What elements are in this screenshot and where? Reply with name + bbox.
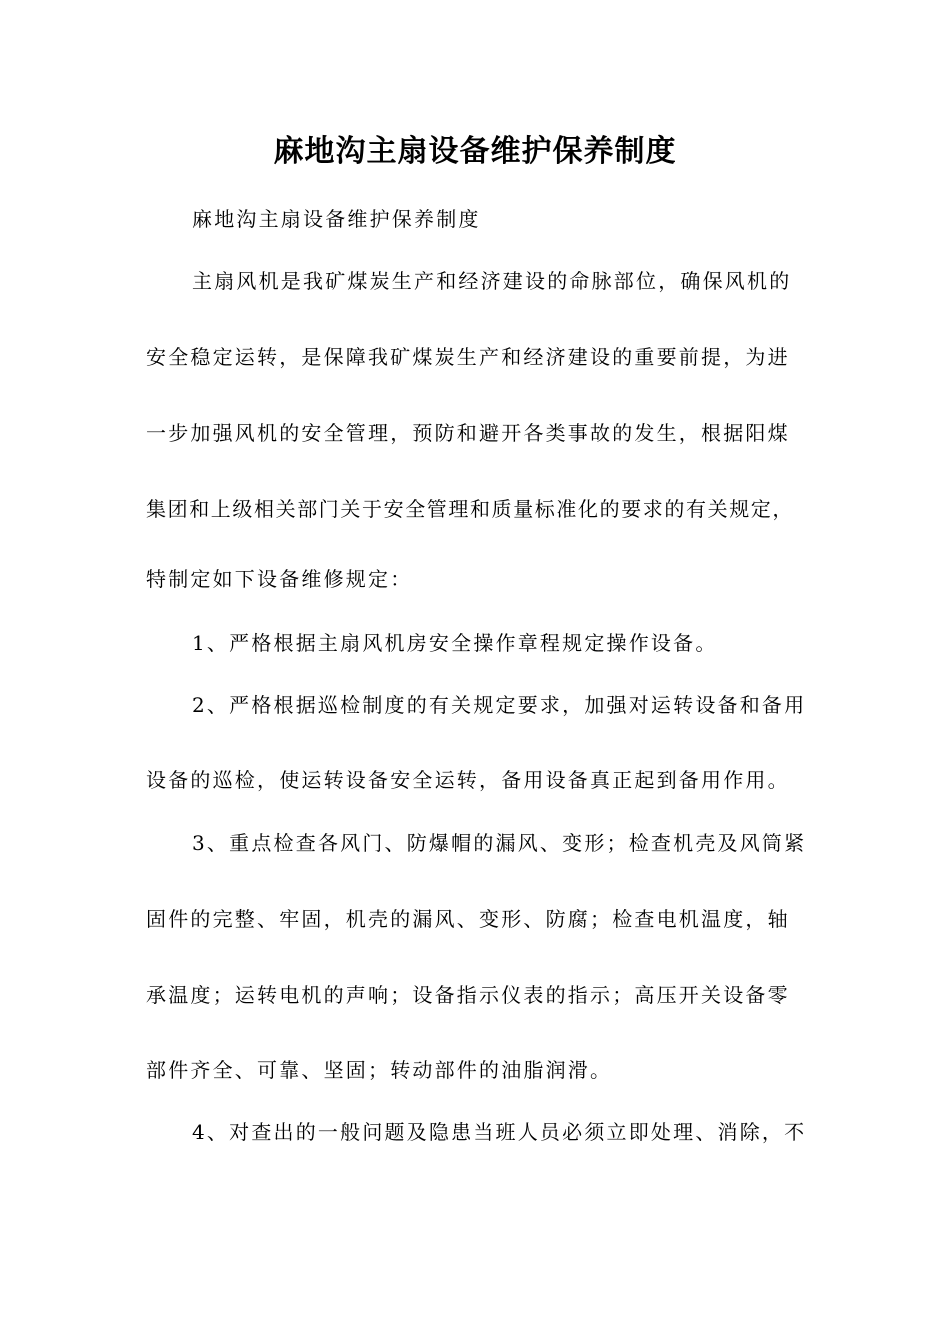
body-line: 特制定如下设备维修规定： — [146, 567, 413, 591]
list-item-2-cont: 设备的巡检，使运转设备安全运转，备用设备真正起到备用作用。 — [146, 768, 790, 792]
list-item-3: 3、重点检查各风门、防爆帽的漏风、变形；检查机壳及风筒紧 — [192, 831, 807, 855]
list-item-4: 4、对查出的一般问题及隐患当班人员必须立即处理、消除，不 — [192, 1120, 807, 1144]
body-line: 集团和上级相关部门关于安全管理和质量标准化的要求的有关规定， — [146, 497, 794, 521]
body-line: 主扇风机是我矿煤炭生产和经济建设的命脉部位，确保风机的 — [192, 269, 792, 293]
document-title: 麻地沟主扇设备维护保养制度 — [273, 134, 677, 169]
body-line: 一步加强风机的安全管理，预防和避开各类事故的发生，根据阳煤 — [146, 421, 790, 445]
subtitle-line: 麻地沟主扇设备维护保养制度 — [192, 207, 481, 231]
body-line: 安全稳定运转，是保障我矿煤炭生产和经济建设的重要前提，为进 — [146, 345, 790, 369]
list-item-2: 2、严格根据巡检制度的有关规定要求，加强对运转设备和备用 — [192, 693, 807, 717]
list-item-3-cont: 部件齐全、可靠、坚固；转动部件的油脂润滑。 — [146, 1058, 613, 1082]
list-item-3-cont: 固件的完整、牢固，机壳的漏风、变形、防腐；检查电机温度，轴 — [146, 907, 790, 931]
list-item-1: 1、严格根据主扇风机房安全操作章程规定操作设备。 — [192, 631, 718, 655]
list-item-3-cont: 承温度；运转电机的声响；设备指示仪表的指示；高压开关设备零 — [146, 983, 790, 1007]
